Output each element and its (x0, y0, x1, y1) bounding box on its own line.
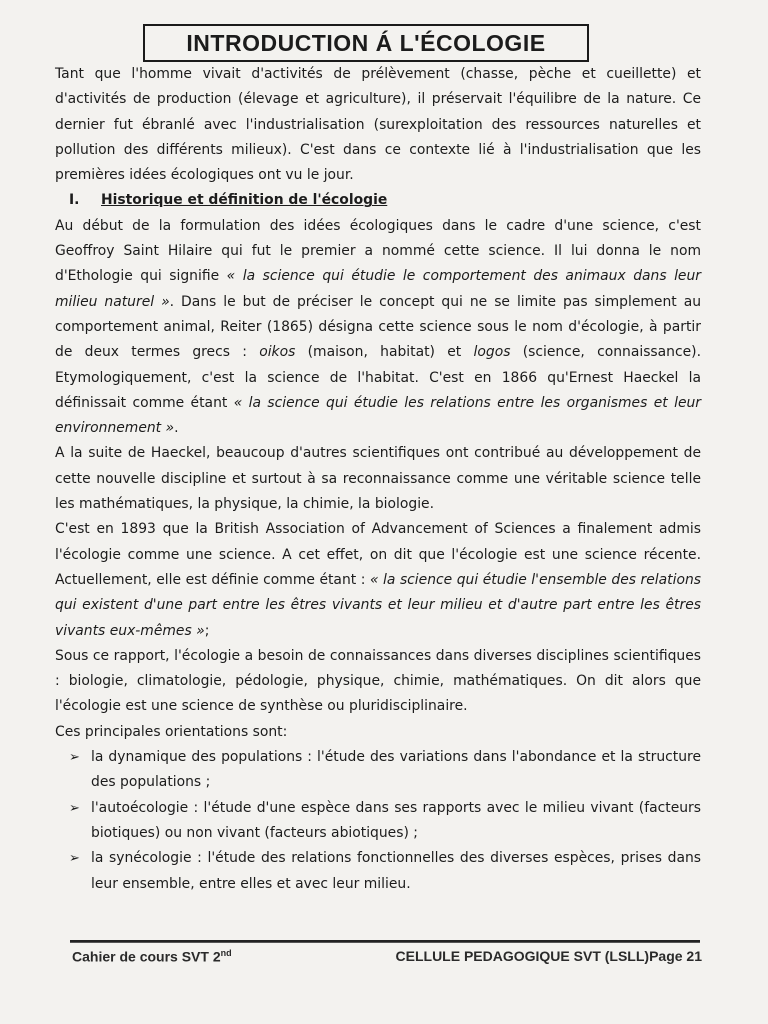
recognition-text-2: ; (204, 622, 210, 639)
arrow-bullet-icon: ➢ (69, 851, 80, 867)
disciplines-paragraph: Sous ce rapport, l'écologie a besoin de connaissances dans diverses disciplines scientifiques : biologie, climatologie, pédologie, physique, chimie, mathématiques. On dit alors que l'écologie est une science de synthèse ou pluridisciplinaire. (55, 647, 701, 715)
term-oikos: oikos (259, 344, 296, 361)
footer-page-info: CELLULE PEDAGOGIQUE SVT (LSLL)Page 21 (395, 948, 702, 964)
page-footer (72, 948, 702, 965)
footer-course-superscript: nd (220, 948, 232, 958)
section-number: I. (69, 192, 80, 209)
history-text-5: . (174, 420, 179, 437)
list-item (55, 745, 701, 796)
list-item-text: la synécologie : l'étude des relations fonctionnelles des diverses espèces, prises dans leur ensemble, entre elles et avec leur milieu. (91, 850, 701, 892)
title-box (143, 24, 589, 62)
history-paragraph (55, 214, 701, 442)
list-item (55, 846, 701, 897)
section-title: Historique et définition de l'écologie (101, 192, 388, 209)
history-text-3: (maison, habitat) et (295, 344, 474, 361)
haeckel-definition-quote: « la science qui étudie les relations entre les organismes et leur environnement » (55, 394, 702, 437)
footer-divider (70, 940, 700, 943)
development-paragraph: A la suite de Haeckel, beaucoup d'autres scientifiques ont contribué au développement de cette nouvelle discipline et surtout à sa reconnaissance comme une véritable science telle les mathématiques, la physique, la chimie, la biologie. (55, 445, 701, 513)
recognition-paragraph (55, 517, 701, 643)
ethology-definition-quote: « la science qui étudie le comportement des animaux dans leur milieu naturel » (55, 268, 701, 310)
list-item (55, 796, 701, 847)
footer-course-text: Cahier de cours SVT 2 (72, 948, 221, 965)
intro-paragraph: Tant que l'homme vivait d'activités de prélèvement (chasse, pèche et cueillette) et d'activités de production (élevage et agriculture), il préservait l'équilibre de la nature. Ce dernier fut ébranlé avec l'industrialisation (surexploitation des ressources naturelles et pollution des différents milieux). C'est dans ce contexte lié à l'industrialisation que les premières idées écologiques ont vu le jour. (55, 66, 701, 184)
page-title: INTRODUCTION Á L'ÉCOLOGIE (186, 29, 546, 56)
document-body (55, 62, 701, 897)
orientations-list (55, 745, 701, 897)
recognition-text-1: C'est en 1893 que la British Association of Advancement of Sciences a finalement admis l'écologie comme une science. A cet effet, on dit que l'écologie est une science récente. Actuellement, elle est définie comme étant : (55, 521, 701, 588)
section-heading (55, 188, 701, 213)
history-text-2: . Dans le but de préciser le concept qui ne se limite pas simplement au comportement animal, Reiter (1865) désigna cette science sous le nom d'écologie, à partir de deux termes grecs : (55, 293, 702, 361)
footer-course-label (72, 948, 232, 965)
arrow-bullet-icon: ➢ (69, 800, 80, 816)
history-text-4: (science, connaissance). Etymologiquement, c'est la science de l'habitat. C'est en 1866 qu'Ernest Haeckel la définissait comme étant (55, 344, 701, 411)
history-text-1: Au début de la formulation des idées écologiques dans le cadre d'une science, c'est Geoffroy Saint Hilaire qui fut le premier a nommé cette science. Il lui donna le nom d'Ethologie qui signifie (55, 217, 701, 285)
list-item-text: l'autoécologie : l'étude d'une espèce dans ses rapports avec le milieu vivant (facteurs biotiques) ou non vivant (facteurs abiotiques) ; (91, 799, 701, 841)
arrow-bullet-icon: ➢ (69, 750, 80, 766)
orientations-label: Ces principales orientations sont: (55, 723, 288, 740)
list-item-text: la dynamique des populations : l'étude des variations dans l'abondance et la structure des populations ; (91, 749, 701, 791)
modern-definition-quote: « la science qui étudie l'ensemble des relations qui existent d'une part entre les êtres vivants et leur milieu et d'autre part entre les êtres vivants eux-mêmes » (55, 571, 701, 639)
term-logos: logos (473, 344, 511, 361)
